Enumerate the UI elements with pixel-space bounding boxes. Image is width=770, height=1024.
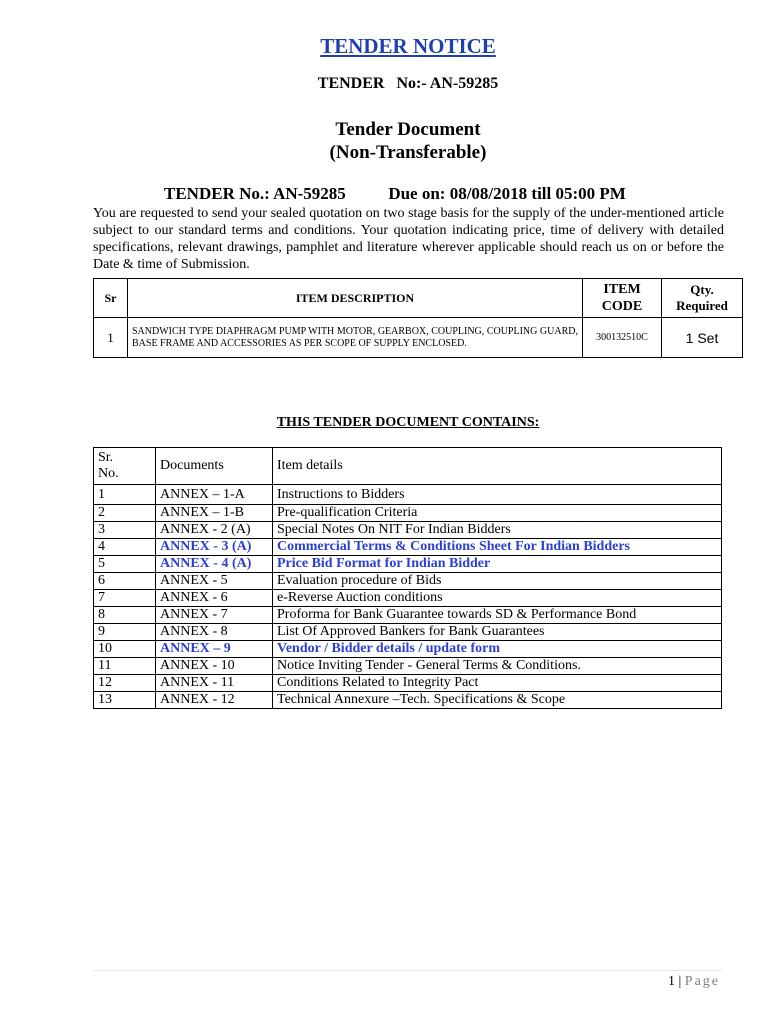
intro-paragraph: You are requested to send your sealed quotation on two stage basis for the supply of the under-mentioned article subject to our standard terms and conditions. Your quotation indicating price, time of delivery with detailed specifications, relevant drawings, pamphlet and literature wherever applicable should reach us on or before the Date & time of Submission. xyxy=(93,206,724,272)
row-sr: 9 xyxy=(94,624,156,641)
row-document: ANNEX - 6 xyxy=(156,590,273,607)
header-qty xyxy=(662,279,743,318)
row-sr: 2 xyxy=(94,505,156,522)
header-documents: Documents xyxy=(156,448,273,485)
row-item-details: Proforma for Bank Guarantee towards SD & Performance Bond xyxy=(273,607,722,624)
row-sr: 7 xyxy=(94,590,156,607)
tender-number-heading: TENDER No:- AN-59285 xyxy=(317,75,499,92)
table-row xyxy=(94,556,722,573)
header-item-code-line-2: CODE xyxy=(601,299,643,314)
items-table-header xyxy=(94,279,743,318)
table-row xyxy=(94,505,722,522)
table-row xyxy=(94,590,722,607)
table-row xyxy=(94,607,722,624)
header-sr: Sr xyxy=(94,279,128,318)
document-title-line-2: (Non-Transferable) xyxy=(329,142,487,163)
row-sr: 12 xyxy=(94,675,156,692)
row-document: ANNEX – 1-B xyxy=(156,505,273,522)
due-date: Due on: 08/08/2018 till 05:00 PM xyxy=(388,184,626,203)
items-table xyxy=(93,278,743,358)
row-sr: 1 xyxy=(94,485,156,505)
row-sr: 3 xyxy=(94,522,156,539)
header-qty-line-2: Required xyxy=(676,298,728,313)
row-document-link[interactable]: ANNEX – 9 xyxy=(156,641,273,658)
item-code: 300132510C xyxy=(583,318,662,358)
row-document: ANNEX - 11 xyxy=(156,675,273,692)
row-document: ANNEX - 2 (A) xyxy=(156,522,273,539)
page-number xyxy=(600,974,720,990)
table-row xyxy=(94,485,722,505)
tender-due-line xyxy=(164,184,626,204)
row-item-details: Conditions Related to Integrity Pact xyxy=(273,675,722,692)
page-number-separator: | xyxy=(678,974,682,989)
row-document: ANNEX - 5 xyxy=(156,573,273,590)
row-item-details: e-Reverse Auction conditions xyxy=(273,590,722,607)
item-sr: 1 xyxy=(94,318,128,358)
row-item-details-link[interactable]: Commercial Terms & Conditions Sheet For Indian Bidders xyxy=(273,539,722,556)
table-row xyxy=(94,675,722,692)
row-sr: 5 xyxy=(94,556,156,573)
table-row xyxy=(94,641,722,658)
row-item-details: Evaluation procedure of Bids xyxy=(273,573,722,590)
header-item-code-line-1: ITEM xyxy=(603,282,641,297)
header-item-code xyxy=(583,279,662,318)
document-title-line-1: Tender Document xyxy=(335,119,481,140)
document-title xyxy=(0,118,770,164)
footer-divider xyxy=(93,970,722,971)
row-document: ANNEX – 1-A xyxy=(156,485,273,505)
table-row xyxy=(94,624,722,641)
page-number-value: 1 xyxy=(667,974,675,989)
contents-table xyxy=(93,447,722,709)
page-word: Page xyxy=(684,974,720,989)
tender-number: TENDER No.: AN-59285 xyxy=(164,184,346,203)
row-document: ANNEX - 7 xyxy=(156,607,273,624)
table-row xyxy=(94,658,722,675)
page-title: TENDER NOTICE xyxy=(320,34,496,58)
row-sr: 10 xyxy=(94,641,156,658)
row-sr: 8 xyxy=(94,607,156,624)
row-item-details: List Of Approved Bankers for Bank Guarantees xyxy=(273,624,722,641)
row-document: ANNEX - 8 xyxy=(156,624,273,641)
table-row xyxy=(94,692,722,709)
row-document-link[interactable]: ANNEX - 4 (A) xyxy=(156,556,273,573)
row-item-details: Special Notes On NIT For Indian Bidders xyxy=(273,522,722,539)
header-item-description: ITEM DESCRIPTION xyxy=(128,279,583,318)
table-row xyxy=(94,522,722,539)
row-item-details: Technical Annexure –Tech. Specifications & Scope xyxy=(273,692,722,709)
item-description: SANDWICH TYPE DIAPHRAGM PUMP WITH MOTOR, GEARBOX, COUPLING, COUPLING GUARD, BASE FRAME AND ACCESSORIES AS PER SCOPE OF SUPPLY ENCLOSED. xyxy=(128,318,583,358)
item-qty: 1 Set xyxy=(662,318,743,358)
row-sr: 4 xyxy=(94,539,156,556)
row-document: ANNEX - 12 xyxy=(156,692,273,709)
table-row xyxy=(94,573,722,590)
header-sr-no-line-2: No. xyxy=(98,466,119,481)
row-document: ANNEX - 10 xyxy=(156,658,273,675)
row-item-details: Notice Inviting Tender - General Terms & Conditions. xyxy=(273,658,722,675)
table-row xyxy=(94,539,722,556)
row-item-details-link[interactable]: Price Bid Format for Indian Bidder xyxy=(273,556,722,573)
header-sr-no-line-1: Sr. xyxy=(98,450,114,465)
header-item-details: Item details xyxy=(273,448,722,485)
header-sr-no xyxy=(94,448,156,485)
row-document-link[interactable]: ANNEX - 3 (A) xyxy=(156,539,273,556)
row-item-details-link[interactable]: Vendor / Bidder details / update form xyxy=(273,641,722,658)
row-sr: 13 xyxy=(94,692,156,709)
contents-table-header xyxy=(94,448,722,485)
row-item-details: Instructions to Bidders xyxy=(273,485,722,505)
header-qty-line-1: Qty. xyxy=(690,282,714,297)
contents-title: THIS TENDER DOCUMENT CONTAINS: xyxy=(276,415,540,430)
row-sr: 11 xyxy=(94,658,156,675)
table-row xyxy=(94,318,743,358)
row-sr: 6 xyxy=(94,573,156,590)
row-item-details: Pre-qualification Criteria xyxy=(273,505,722,522)
